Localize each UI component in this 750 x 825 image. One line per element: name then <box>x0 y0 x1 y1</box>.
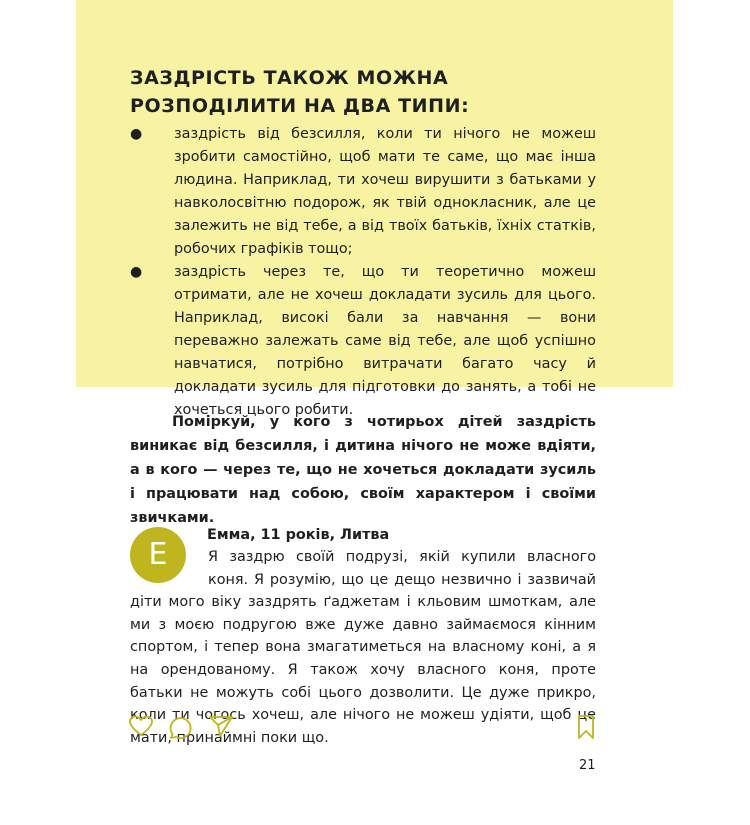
bullet-item <box>130 261 596 422</box>
story-author: Емма, 11 років, Литва <box>207 527 390 543</box>
bullet-marker: ● <box>130 126 143 142</box>
comment-icon[interactable] <box>168 714 194 740</box>
heart-icon[interactable] <box>128 714 154 738</box>
post-action-bar <box>128 714 598 740</box>
bookmark-icon[interactable] <box>575 714 597 740</box>
avatar-spacer <box>130 546 208 591</box>
send-icon[interactable] <box>208 714 234 738</box>
reflection-prompt: Поміркуй, у кого з чотирьох дітей заздрість виникає від безсилля, і дитина нічого не може вдіяти, а в кого — через те, що не хочеться докладати зусиль і працювати над собою, своїм характером і своїми звичками. <box>130 414 596 526</box>
bullet-text: заздрість через те, що ти теоретично можеш отримати, але не хочеш докладати зусиль для цього. Наприклад, високі бали за навчання — вони переважно залежать саме від тебе, але щоб успішно навчатися, потрібно витрачати багато часу й докладати зусиль для підготовки до занять, а тобі не хочеться цього робити. <box>174 264 596 418</box>
page-number: 21 <box>579 758 596 773</box>
avatar: E <box>130 527 186 583</box>
bullet-text: заздрість від безсилля, коли ти нічого не можеш зробити самостійно, щоб мати те саме, що має інша людина. Наприклад, ти хочеш вирушити з батьками у навколосвітню подорож, як твій однокласник, але це залежить не від тебе, а від твоїх батьків, їхніх статків, робочих графіків тощо; <box>174 126 596 257</box>
box-heading: ЗАЗДРІСТЬ ТАКОЖ МОЖНА РОЗПОДІЛИТИ НА ДВА ТИПИ: <box>130 67 470 117</box>
story-text: Я заздрю своїй подрузі, якій купили власного коня. Я розумію, що це дещо незвично і зазвичай діти мого віку заздрять ґаджетам і кльовим шмоткам, але ми з моєю подругою вже дуже давно займаємося кінним спортом, і тепер вона змагатиметься на власному коні, а я на орендованому. Я також хочу власного коня, проте батьки не можуть собі цього дозволити. Це дуже прикро, коли ти чогось хочеш, але нічого не можеш удіяти, щоб це мати, принаймні поки що. <box>130 549 596 746</box>
bullet-item <box>130 123 596 261</box>
bullet-marker: ● <box>130 264 143 280</box>
bullet-list <box>130 123 596 422</box>
